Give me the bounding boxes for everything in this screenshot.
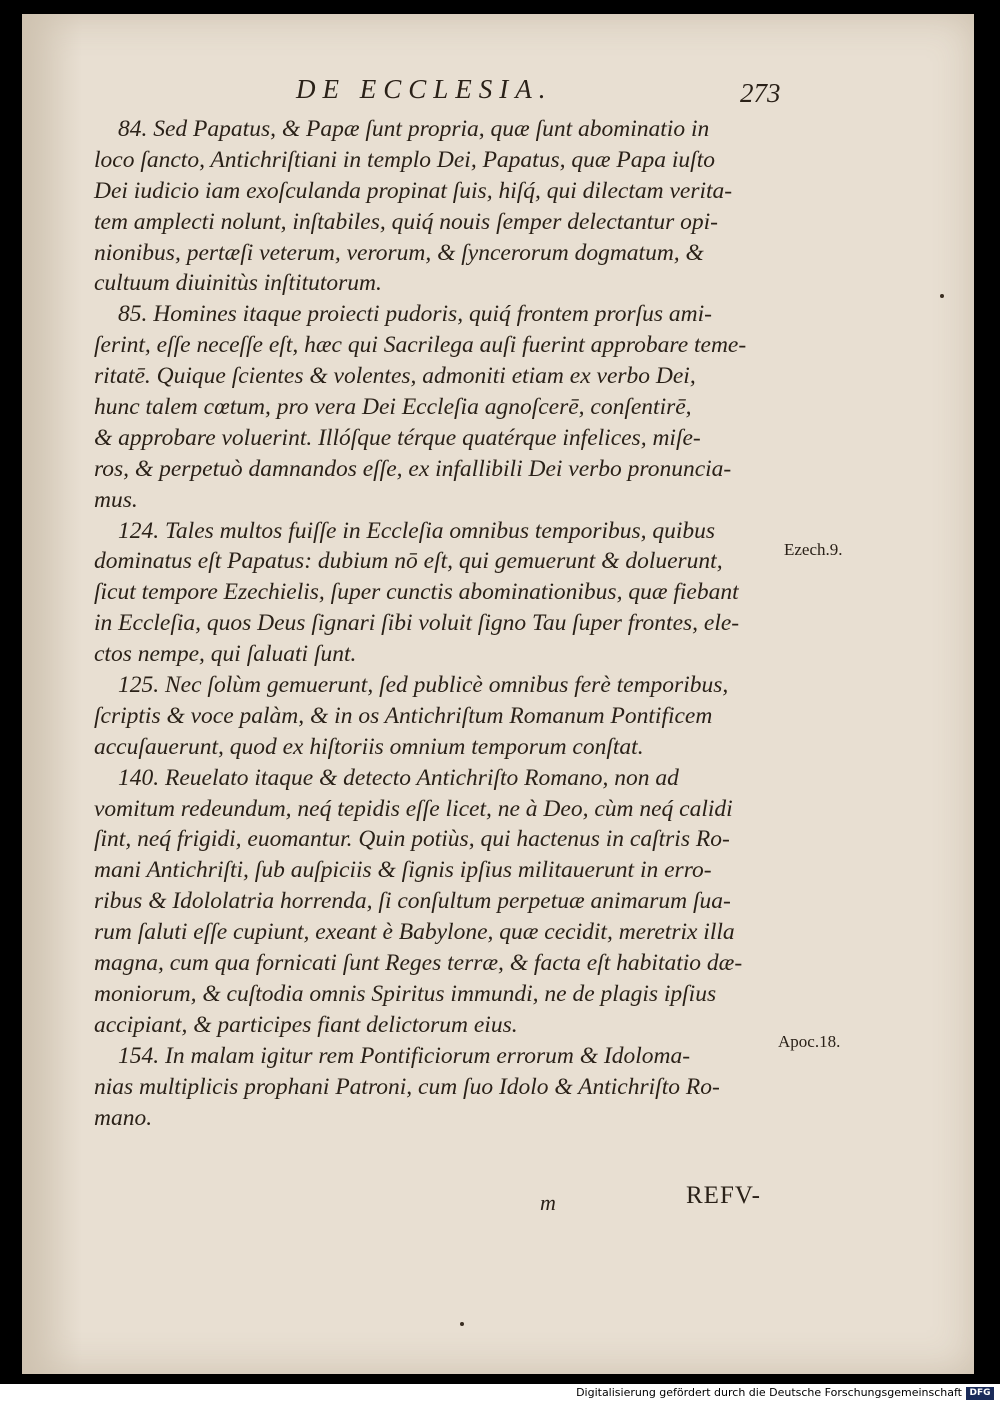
- text-line: mus.: [94, 486, 138, 513]
- text-line: ros, & perpetuò damnandos eſſe, ex infallibili Dei verbo pronuncia-: [94, 455, 732, 482]
- text-line: ritatē. Quique ſcientes & volentes, admoniti etiam ex verbo Dei,: [94, 363, 696, 390]
- text-line: ſerint, eſſe neceſſe eſt, hæc qui Sacrilega auſi fuerint approbare teme-: [94, 332, 747, 359]
- text-line: Dei iudicio iam exoſculanda propinat ſuis, hiſq́, qui dilectam verita-: [94, 177, 733, 204]
- text-line: 85. Homines itaque proiecti pudoris, quiq́ frontem prorſus ami-: [118, 301, 713, 328]
- running-head-text: DE ECCLESIA.: [296, 74, 553, 104]
- text-line: ctos nempe, qui ſaluati ſunt.: [94, 641, 357, 668]
- paper-speck: [460, 1322, 464, 1326]
- text-line: ſcriptis & voce palàm, & in os Antichriſtum Romanum Pontificem: [94, 702, 713, 729]
- running-head: [296, 74, 553, 105]
- signature-mark: m: [540, 1190, 556, 1215]
- text-line: ſint, neq́ frigidi, euomantur. Quin potiùs, qui hactenus in caſtris Ro-: [94, 826, 730, 853]
- text-line: moniorum, & cuſtodia omnis Spiritus immundi, ne de plagis ipſius: [94, 980, 717, 1007]
- text-line: 140. Reuelato itaque & detecto Antichriſto Romano, non ad: [118, 764, 679, 791]
- text-line: nionibus, pertæſi veterum, verorum, & ſyncerorum dogmatum, &: [94, 239, 704, 266]
- text-line: accipiant, & participes fiant delictorum eius.: [94, 1011, 518, 1038]
- text-line: hunc talem cœtum, pro vera Dei Eccleſia agnoſcerē, conſentirē,: [94, 394, 692, 421]
- text-line: loco ſancto, Antichriſtiani in templo Dei, Papatus, quæ Papa iuſto: [94, 146, 715, 173]
- funding-credit: Digitalisierung gefördert durch die Deutsche Forschungsgemeinschaft: [576, 1386, 962, 1399]
- text-line: 154. In malam igitur rem Pontificiorum errorum & Idoloma-: [118, 1042, 691, 1069]
- text-line: cultuum diuinitùs inſtitutorum.: [94, 270, 382, 297]
- text-line: 124. Tales multos fuiſſe in Eccleſia omnibus temporibus, quibus: [118, 517, 716, 544]
- text-line: mani Antichriſti, ſub auſpiciis & ſignis ipſius militauerunt in erro-: [94, 857, 712, 884]
- text-line: 84. Sed Papatus, & Papæ ſunt propria, quæ ſunt abominatio in: [118, 116, 710, 142]
- text-line: rum ſaluti eſſe cupiunt, exeant è Babylone, quæ cecidit, meretrix illa: [94, 919, 735, 946]
- text-line: nias multiplicis prophani Patroni, cum ſuo Idolo & Antichriſto Ro-: [94, 1073, 720, 1100]
- text-line: & approbare voluerint. Illóſque térque quatérque infelices, miſe-: [94, 424, 701, 451]
- text-line: in Eccleſia, quos Deus ſignari ſibi voluit ſigno Tau ſuper frontes, ele-: [94, 610, 740, 637]
- text-line: mano.: [94, 1104, 153, 1131]
- text-line: ſicut tempore Ezechielis, ſuper cunctis abominationibus, quæ fiebant: [94, 579, 739, 606]
- text-line: 125. Nec ſolùm gemuerunt, ſed publicè omnibus ferè temporibus,: [118, 672, 729, 699]
- page-number: 273: [740, 78, 781, 108]
- dfg-logo-icon: DFG: [966, 1387, 994, 1400]
- page-gutter-shadow: [22, 14, 82, 1374]
- body-text: [94, 114, 784, 1133]
- text-line: tem amplecti nolunt, inſtabiles, quiq́ nouis ſemper delectantur opi-: [94, 208, 718, 235]
- footer-bar: [0, 1384, 1000, 1404]
- catchword: REFV-: [686, 1182, 761, 1209]
- text-line: ribus & Idololatria horrenda, ſi conſultum perpetuæ animarum ſua-: [94, 888, 731, 915]
- paper-speck: [940, 294, 944, 298]
- text-line: vomitum redeundum, neq́ tepidis eſſe licet, ne à Deo, cùm neq́ calidi: [94, 795, 733, 822]
- margin-note-ezech: Ezech.9.: [784, 540, 843, 559]
- margin-note-apoc: Apoc.18.: [778, 1032, 841, 1051]
- text-line: accuſauerunt, quod ex hiſtoriis omnium temporum conſtat.: [94, 733, 644, 760]
- text-line: dominatus eſt Papatus: dubium nō eſt, qui gemuerunt & doluerunt,: [94, 548, 723, 575]
- text-line: magna, cum qua fornicati ſunt Reges terræ, & facta eſt habitatio dæ-: [94, 950, 743, 977]
